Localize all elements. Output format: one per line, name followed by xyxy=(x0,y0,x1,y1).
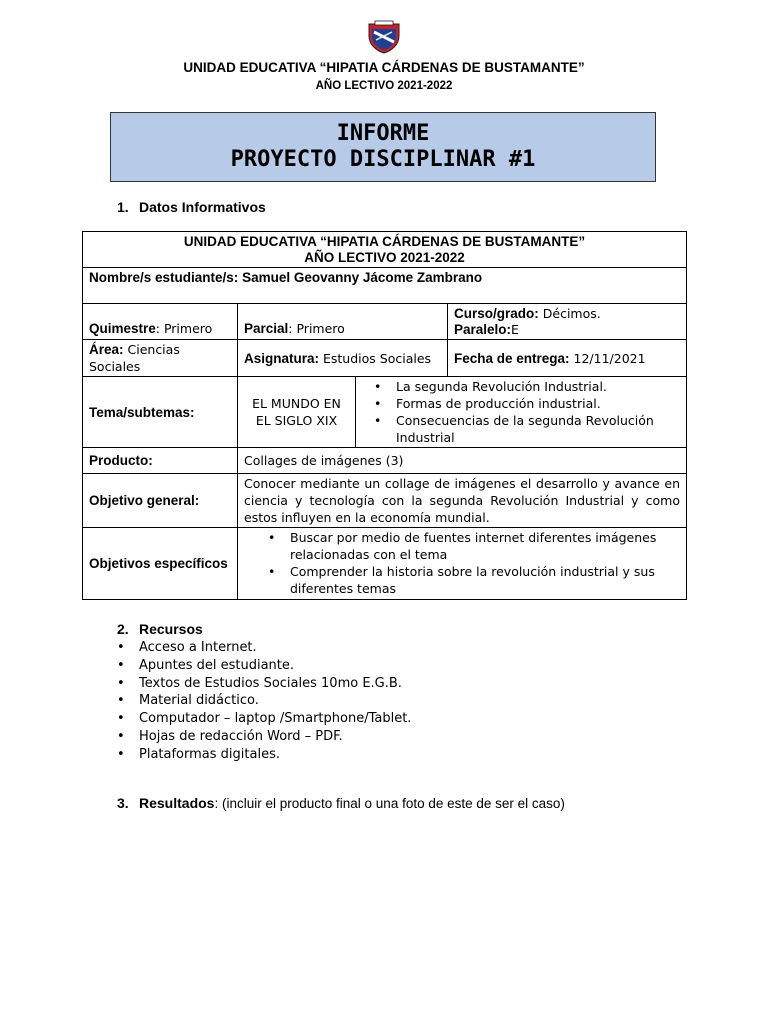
tema-value: EL MUNDO EN EL SIGLO XIX xyxy=(252,396,341,428)
section-heading: Recursos xyxy=(139,621,203,637)
parcial-value: : Primero xyxy=(288,321,345,336)
objetivos-especificos-label-cell xyxy=(83,528,238,600)
section-number: 3. xyxy=(117,795,129,811)
report-title-line2: PROYECTO DISCIPLINAR #1 xyxy=(230,147,536,172)
list-item: • Material didáctico. xyxy=(117,692,411,710)
table-row xyxy=(83,340,687,377)
list-item: • Formas de producción industrial. xyxy=(396,395,680,412)
asignatura-label: Asignatura: xyxy=(244,350,320,366)
objetivo-general-value-cell xyxy=(238,474,687,528)
fecha-label: Fecha de entrega: xyxy=(454,350,570,366)
school-year-header: AÑO LECTIVO 2021-2022 xyxy=(315,80,453,92)
table-row xyxy=(83,304,687,340)
table-row xyxy=(83,528,687,600)
school-name-header: UNIDAD EDUCATIVA “HIPATIA CÁRDENAS DE BUSTAMANTE” xyxy=(183,60,585,75)
asignatura-value: Estudios Sociales xyxy=(323,350,432,366)
table-row xyxy=(83,377,687,448)
paralelo-label: Paralelo: xyxy=(454,321,512,337)
school-shield-logo xyxy=(366,20,402,54)
section-number: 2. xyxy=(117,621,129,637)
parcial-cell xyxy=(238,304,448,340)
list-item: • Acceso a Internet. xyxy=(117,639,411,657)
list-item: • Textos de Estudios Sociales 10mo E.G.B. xyxy=(117,675,411,693)
table-row xyxy=(83,268,687,304)
list-item: • Hojas de redacción Word – PDF. xyxy=(117,728,411,746)
curso-label: Curso/grado: xyxy=(454,305,539,321)
section-resultados xyxy=(117,795,565,811)
quimestre-label: Quimestre xyxy=(89,321,156,336)
objetivos-especificos-cell xyxy=(238,528,687,600)
section-recursos xyxy=(117,621,203,637)
producto-label-cell xyxy=(83,448,238,474)
subtemas-cell xyxy=(356,377,687,448)
quimestre-cell xyxy=(83,304,238,340)
list-item: • Consecuencias de la segunda Revolución Industrial xyxy=(396,412,680,446)
info-table xyxy=(82,231,687,600)
section-number: 1. xyxy=(117,199,129,215)
table-school-name: UNIDAD EDUCATIVA “HIPATIA CÁRDENAS DE BUSTAMANTE” xyxy=(183,233,586,249)
quimestre-value: : Primero xyxy=(155,321,213,336)
list-item: • Plataformas digitales. xyxy=(117,746,411,764)
tema-value-cell xyxy=(238,377,356,448)
table-row xyxy=(83,448,687,474)
producto-value-cell xyxy=(238,448,687,474)
list-item: • Comprender la historia sobre la revolución industrial y sus diferentes temas xyxy=(290,563,680,597)
area-cell xyxy=(83,340,238,377)
objetivo-general-label: Objetivo general: xyxy=(89,493,200,508)
table-row xyxy=(83,474,687,528)
student-cell xyxy=(83,268,687,304)
list-item: • La segunda Revolución Industrial. xyxy=(396,378,680,395)
subtemas-list xyxy=(362,378,680,446)
tema-label: Tema/subtemas: xyxy=(89,404,195,420)
tema-label-cell xyxy=(83,377,238,448)
section-datos-informativos xyxy=(117,199,266,215)
recursos-list xyxy=(117,639,411,764)
list-item: • Computador – laptop /Smartphone/Tablet. xyxy=(117,710,411,728)
section-heading: Resultados xyxy=(139,795,215,811)
table-row xyxy=(83,232,687,268)
area-label: Área: xyxy=(89,342,124,357)
table-header-cell xyxy=(83,232,687,268)
parcial-label: Parcial xyxy=(244,321,289,336)
objetivo-general-value: Conocer mediante un collage de imágenes el desarrollo y avance en ciencia y tecnología con la segunda Revolución Industrial y como estos influyen en la economía mundial. xyxy=(244,476,680,525)
section-heading: Datos Informativos xyxy=(139,199,266,215)
list-item: • Buscar por medio de fuentes internet diferentes imágenes relacionadas con el tema xyxy=(290,529,680,563)
curso-value: Décimos. xyxy=(542,305,601,321)
report-title-box xyxy=(110,112,656,182)
producto-label: Producto: xyxy=(89,453,153,468)
table-school-year: AÑO LECTIVO 2021-2022 xyxy=(304,249,465,265)
curso-cell xyxy=(448,304,687,340)
student-name: Samuel Geovanny Jácome Zambrano xyxy=(242,270,483,285)
asignatura-cell xyxy=(238,340,448,377)
objetivo-general-label-cell xyxy=(83,474,238,528)
fecha-cell xyxy=(448,340,687,377)
objetivos-especificos-list xyxy=(244,529,680,597)
paralelo-value: E xyxy=(511,321,519,337)
report-title-line1: INFORME xyxy=(336,121,430,146)
producto-value: Collages de imágenes (3) xyxy=(244,453,404,468)
area-value: Ciencias Sociales xyxy=(89,342,180,374)
student-label: Nombre/s estudiante/s: xyxy=(89,270,239,285)
objetivos-especificos-label: Objetivos específicos xyxy=(89,556,228,571)
resultados-note: : (incluir el producto final o una foto de este de ser el caso) xyxy=(214,796,565,811)
fecha-value: 12/11/2021 xyxy=(573,350,646,366)
list-item: • Apuntes del estudiante. xyxy=(117,657,411,675)
